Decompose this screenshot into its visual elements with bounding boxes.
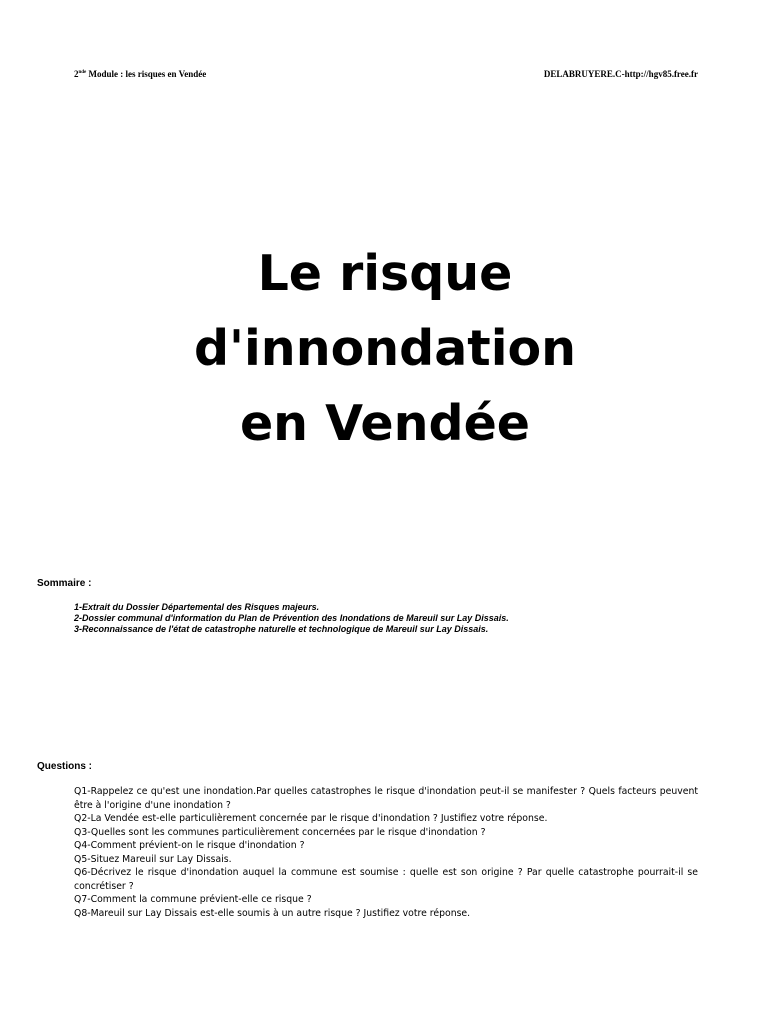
question-item: Q6-Décrivez le risque d'inondation auquel la commune est soumise : quelle est son origine ? Par quelle catastrophe pourrait-il se concrétiser ? (74, 867, 698, 892)
header-module-ordinal: nde (78, 70, 87, 75)
sommaire-item: 3-Reconnaissance de l'état de catastrophe naturelle et technologique de Mareuil sur Lay Dissais. (74, 624, 489, 634)
sommaire-list (74, 602, 698, 635)
question-item: Q4-Comment prévient-on le risque d'inondation ? (74, 840, 305, 851)
question-item: Q1-Rappelez ce qu'est une inondation.Par quelles catastrophes le risque d'inondation peut-il se manifester ? Quels facteurs peuvent être à l'origine d'une inondation ? (74, 786, 698, 811)
header-module-title (74, 69, 206, 79)
document-title (0, 236, 770, 461)
questions-heading: Questions : (37, 761, 93, 772)
question-item: Q2-La Vendée est-elle particulièrement concernée par le risque d'inondation ? Justifiez votre réponse. (74, 813, 548, 824)
sommaire-heading: Sommaire : (37, 578, 92, 589)
question-item: Q8-Mareuil sur Lay Dissais est-elle soumis à un autre risque ? Justifiez votre réponse. (74, 907, 471, 919)
header-module-number: 2 (74, 69, 79, 79)
sommaire-item: 1-Extrait du Dossier Départemental des Risques majeurs. (74, 602, 320, 612)
question-item: Q5-Situez Mareuil sur Lay Dissais. (74, 853, 232, 865)
header-module-name: Module : les risques en Vendée (86, 69, 207, 79)
title-line-3: en Vendée (239, 395, 531, 452)
page-header (74, 69, 698, 83)
title-line-1: Le risque (257, 245, 513, 302)
question-item: Q3-Quelles sont les communes particulièrement concernées par le risque d'inondation ? (74, 826, 486, 838)
question-item: Q7-Comment la commune prévient-elle ce risque ? (74, 894, 312, 905)
sommaire-item: 2-Dossier communal d'information du Plan de Prévention des Inondations de Mareuil sur Lay Dissais. (74, 613, 509, 623)
header-author-url: DELABRUYERE.C-http://hgv85.free.fr (543, 69, 698, 79)
title-line-2: d'innondation (193, 320, 577, 377)
questions-list (74, 785, 698, 920)
